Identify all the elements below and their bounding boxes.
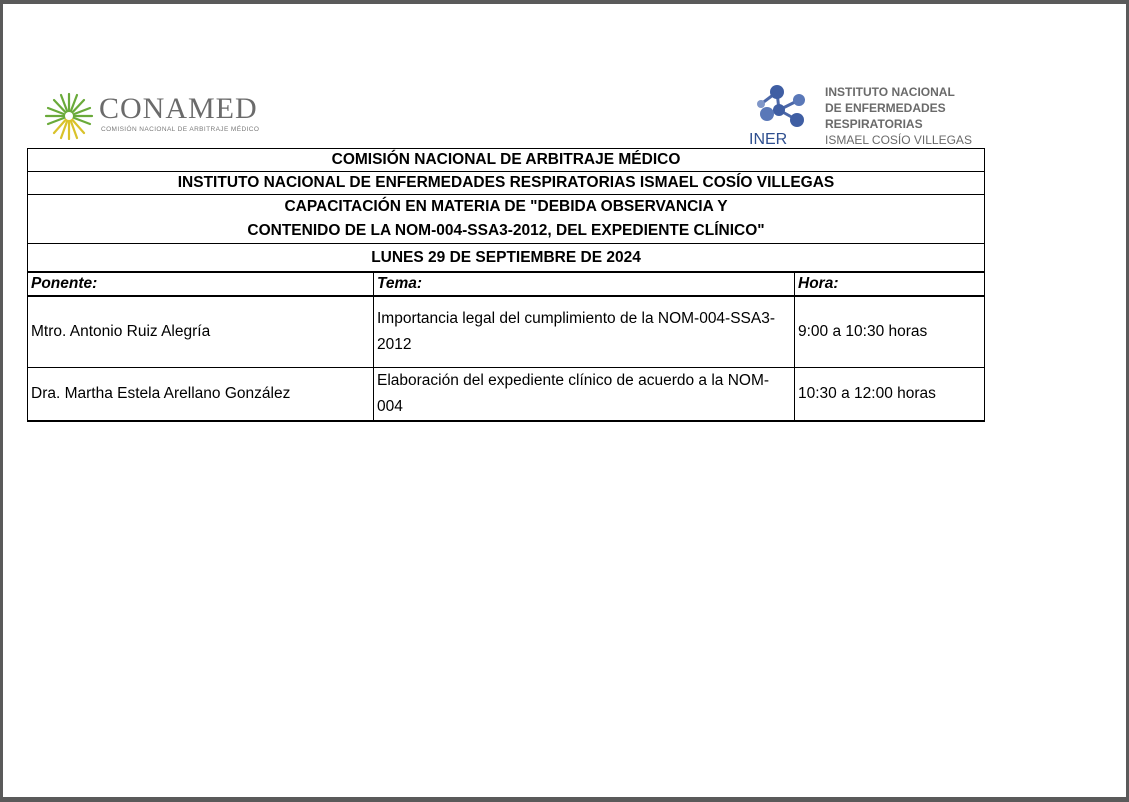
time-cell: 10:30 a 12:00 horas (795, 368, 985, 422)
header-training-line1: CAPACITACIÓN EN MATERIA DE "DEBIDA OBSERVANCIA Y (284, 198, 728, 215)
column-header-row (28, 272, 985, 296)
column-header-time: Hora: (795, 272, 985, 296)
speaker-cell: Mtro. Antonio Ruiz Alegría (28, 296, 374, 368)
conamed-emblem-icon (43, 92, 95, 140)
speaker-cell: Dra. Martha Estela Arellano González (28, 368, 374, 422)
iner-acronym: INER (749, 131, 788, 146)
iner-line4: ISMAEL COSÍO VILLEGAS (825, 133, 972, 147)
iner-name-block (825, 84, 972, 148)
header-institute: INSTITUTO NACIONAL DE ENFERMEDADES RESPIRATORIAS ISMAEL COSÍO VILLEGAS (28, 172, 985, 195)
header-training-line2: CONTENIDO DE LA NOM-004-SSA3-2012, DEL EXPEDIENTE CLÍNICO" (247, 222, 765, 239)
conamed-tagline: COMISIÓN NACIONAL DE ARBITRAJE MÉDICO (101, 126, 260, 133)
column-header-topic: Tema: (374, 272, 795, 296)
header-commission: COMISIÓN NACIONAL DE ARBITRAJE MÉDICO (28, 149, 985, 172)
time-cell: 9:00 a 10:30 horas (795, 296, 985, 368)
iner-molecule-icon (747, 82, 817, 146)
column-header-speaker: Ponente: (28, 272, 374, 296)
iner-line1: INSTITUTO NACIONAL (825, 85, 955, 99)
conamed-wordmark: CONAMED (99, 92, 258, 125)
header-date: LUNES 29 DE SEPTIEMBRE DE 2024 (28, 244, 985, 273)
topic-cell: Importancia legal del cumplimiento de la NOM-004-SSA3-2012 (374, 296, 795, 368)
iner-line2: DE ENFERMEDADES (825, 101, 946, 115)
header-training-title (28, 195, 985, 244)
conamed-logo (43, 92, 293, 142)
table-row (28, 296, 985, 368)
schedule-table (27, 148, 985, 422)
document-page (3, 4, 1126, 797)
topic-cell: Elaboración del expediente clínico de acuerdo a la NOM-004 (374, 368, 795, 422)
iner-logo (747, 82, 977, 148)
table-row (28, 368, 985, 422)
iner-line3: RESPIRATORIAS (825, 117, 923, 131)
